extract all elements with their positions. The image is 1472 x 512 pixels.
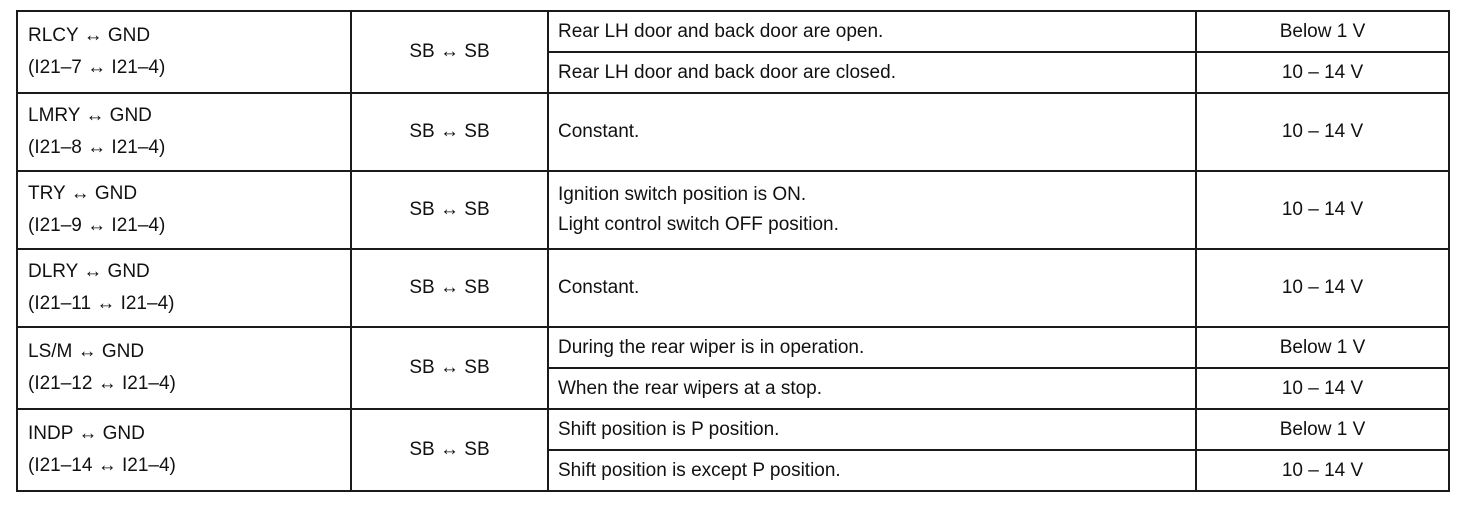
terminal-cell (17, 327, 351, 409)
condition-cell: SB ↔ SB (351, 171, 548, 249)
specified-value: Below 1 V (1196, 409, 1449, 450)
specified-value: 10 – 14 V (1196, 52, 1449, 93)
table-row (17, 409, 1449, 450)
table-row (17, 249, 1449, 327)
state-description-line: Light control switch OFF position. (558, 214, 839, 235)
state-description: Shift position is except P position. (548, 450, 1196, 491)
specified-value: 10 – 14 V (1196, 368, 1449, 409)
table-row (17, 171, 1449, 249)
state-description (548, 171, 1196, 249)
state-description: Shift position is P position. (548, 409, 1196, 450)
terminal-label: INDP ↔ GND (28, 423, 145, 444)
state-description: Constant. (548, 249, 1196, 327)
condition-cell: SB ↔ SB (351, 327, 548, 409)
specified-value: 10 – 14 V (1196, 93, 1449, 171)
state-description-line: Ignition switch position is ON. (558, 184, 807, 205)
condition-cell: SB ↔ SB (351, 409, 548, 491)
terminal-pins: (I21–8 ↔ I21–4) (28, 137, 166, 158)
table-row (17, 11, 1449, 52)
terminal-pins: (I21–12 ↔ I21–4) (28, 373, 176, 394)
terminal-label: DLRY ↔ GND (28, 261, 150, 282)
terminal-pins: (I21–7 ↔ I21–4) (28, 57, 166, 78)
terminal-label: TRY ↔ GND (28, 183, 138, 204)
condition-cell: SB ↔ SB (351, 11, 548, 93)
state-description: During the rear wiper is in operation. (548, 327, 1196, 368)
terminal-pins: (I21–14 ↔ I21–4) (28, 455, 176, 476)
terminal-cell (17, 93, 351, 171)
table-row (17, 93, 1449, 171)
state-description: When the rear wipers at a stop. (548, 368, 1196, 409)
terminal-cell (17, 171, 351, 249)
specified-value: Below 1 V (1196, 327, 1449, 368)
terminal-cell (17, 249, 351, 327)
terminal-pins: (I21–9 ↔ I21–4) (28, 215, 166, 236)
condition-cell: SB ↔ SB (351, 249, 548, 327)
specified-value: 10 – 14 V (1196, 450, 1449, 491)
terminal-cell (17, 11, 351, 93)
condition-cell: SB ↔ SB (351, 93, 548, 171)
terminal-cell (17, 409, 351, 491)
state-description: Rear LH door and back door are closed. (548, 52, 1196, 93)
table-row (17, 327, 1449, 368)
terminal-pins: (I21–11 ↔ I21–4) (28, 293, 175, 314)
specified-value: 10 – 14 V (1196, 171, 1449, 249)
specified-value: 10 – 14 V (1196, 249, 1449, 327)
terminal-label: RLCY ↔ GND (28, 25, 151, 46)
state-description: Rear LH door and back door are open. (548, 11, 1196, 52)
state-description: Constant. (548, 93, 1196, 171)
terminal-spec-table (16, 10, 1450, 492)
specified-value: Below 1 V (1196, 11, 1449, 52)
terminal-label: LS/M ↔ GND (28, 341, 145, 362)
terminal-label: LMRY ↔ GND (28, 105, 152, 126)
